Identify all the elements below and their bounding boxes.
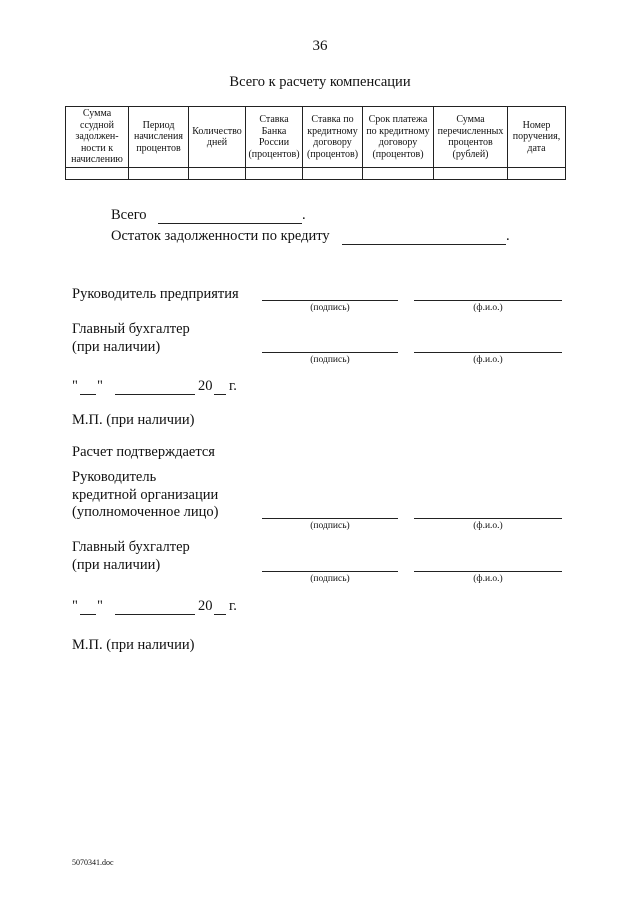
remaining-debt-label: Остаток задолженности по кредиту: [111, 228, 330, 244]
bank-chief-accountant-name-field[interactable]: [414, 571, 562, 572]
table-cell[interactable]: [129, 168, 189, 180]
bank-chief-accountant-if-any: (при наличии): [72, 557, 161, 573]
table-cell[interactable]: [246, 168, 303, 180]
name-caption: (ф.и.о.): [473, 355, 503, 365]
bank-chief-accountant-signature-field[interactable]: [262, 571, 398, 572]
table-row: [66, 168, 566, 180]
date-day-field[interactable]: [80, 394, 96, 395]
table-cell[interactable]: [303, 168, 363, 180]
document-title: Всего к расчету компенсации: [229, 74, 411, 90]
bank-head-signature-field[interactable]: [262, 518, 398, 519]
table-cell[interactable]: [508, 168, 566, 180]
remaining-dot: .: [506, 228, 510, 244]
table-cell[interactable]: [189, 168, 246, 180]
footer-filename: 5070341.doc: [72, 858, 114, 867]
date-year-prefix: 20: [198, 378, 213, 394]
date2-year-suffix: г.: [229, 598, 237, 614]
name-caption: (ф.и.о.): [473, 574, 503, 584]
date-quote-open: ": [72, 378, 78, 394]
compensation-table: [65, 106, 566, 180]
date2-quote-close: ": [97, 598, 103, 614]
date-year-field[interactable]: [214, 394, 226, 395]
date2-quote-open: ": [72, 598, 78, 614]
date-month-field[interactable]: [115, 394, 195, 395]
bank-head-line3: (уполномоченное лицо): [72, 504, 219, 520]
name-caption: (ф.и.о.): [473, 303, 503, 313]
date2-month-field[interactable]: [115, 614, 195, 615]
director-name-field[interactable]: [414, 300, 562, 301]
signature-caption: (подпись): [310, 355, 350, 365]
remaining-debt-field[interactable]: [342, 244, 506, 245]
bank-head-line2: кредитной организации: [72, 487, 219, 503]
total-dot: .: [302, 207, 306, 223]
director-label: Руководитель предприятия: [72, 286, 239, 302]
name-caption: (ф.и.о.): [473, 521, 503, 531]
date-year-suffix: г.: [229, 378, 237, 394]
confirm-label: Расчет подтверждается: [72, 444, 215, 460]
table-header-row: [66, 107, 566, 168]
header-accrual-period: Период начисления процентов: [129, 107, 189, 168]
chief-accountant-signature-field[interactable]: [262, 352, 398, 353]
header-cbr-rate: Ставка Банка России (процентов): [246, 107, 303, 168]
table-cell[interactable]: [363, 168, 434, 180]
header-payment-term: Срок платежа по кредитному договору (процентов): [363, 107, 434, 168]
chief-accountant-name-field[interactable]: [414, 352, 562, 353]
date2-day-field[interactable]: [80, 614, 96, 615]
signature-caption: (подпись): [310, 521, 350, 531]
bank-chief-accountant-label: Главный бухгалтер: [72, 539, 190, 555]
header-days-count: Количество дней: [189, 107, 246, 168]
bank-head-name-field[interactable]: [414, 518, 562, 519]
signature-caption: (подпись): [310, 574, 350, 584]
total-label: Всего: [111, 207, 147, 223]
chief-accountant-label: Главный бухгалтер: [72, 321, 190, 337]
stamp-label-2: М.П. (при наличии): [72, 637, 195, 653]
chief-accountant-if-any: (при наличии): [72, 339, 161, 355]
date2-year-field[interactable]: [214, 614, 226, 615]
director-signature-field[interactable]: [262, 300, 398, 301]
header-paid-interest: Сумма перечисленных процентов (рублей): [434, 107, 508, 168]
signature-caption: (подпись): [310, 303, 350, 313]
total-field[interactable]: [158, 223, 302, 224]
header-loan-amount: Сумма ссудной задолжен- ности к начислению: [66, 107, 129, 168]
date-quote-close: ": [97, 378, 103, 394]
stamp-label: М.П. (при наличии): [72, 412, 195, 428]
date2-year-prefix: 20: [198, 598, 213, 614]
page-number: 36: [312, 38, 328, 54]
header-contract-rate: Ставка по кредитному договору (процентов): [303, 107, 363, 168]
header-order-number: Номер поручения, дата: [508, 107, 566, 168]
table-cell[interactable]: [434, 168, 508, 180]
table-cell[interactable]: [66, 168, 129, 180]
bank-head-line1: Руководитель: [72, 469, 157, 485]
